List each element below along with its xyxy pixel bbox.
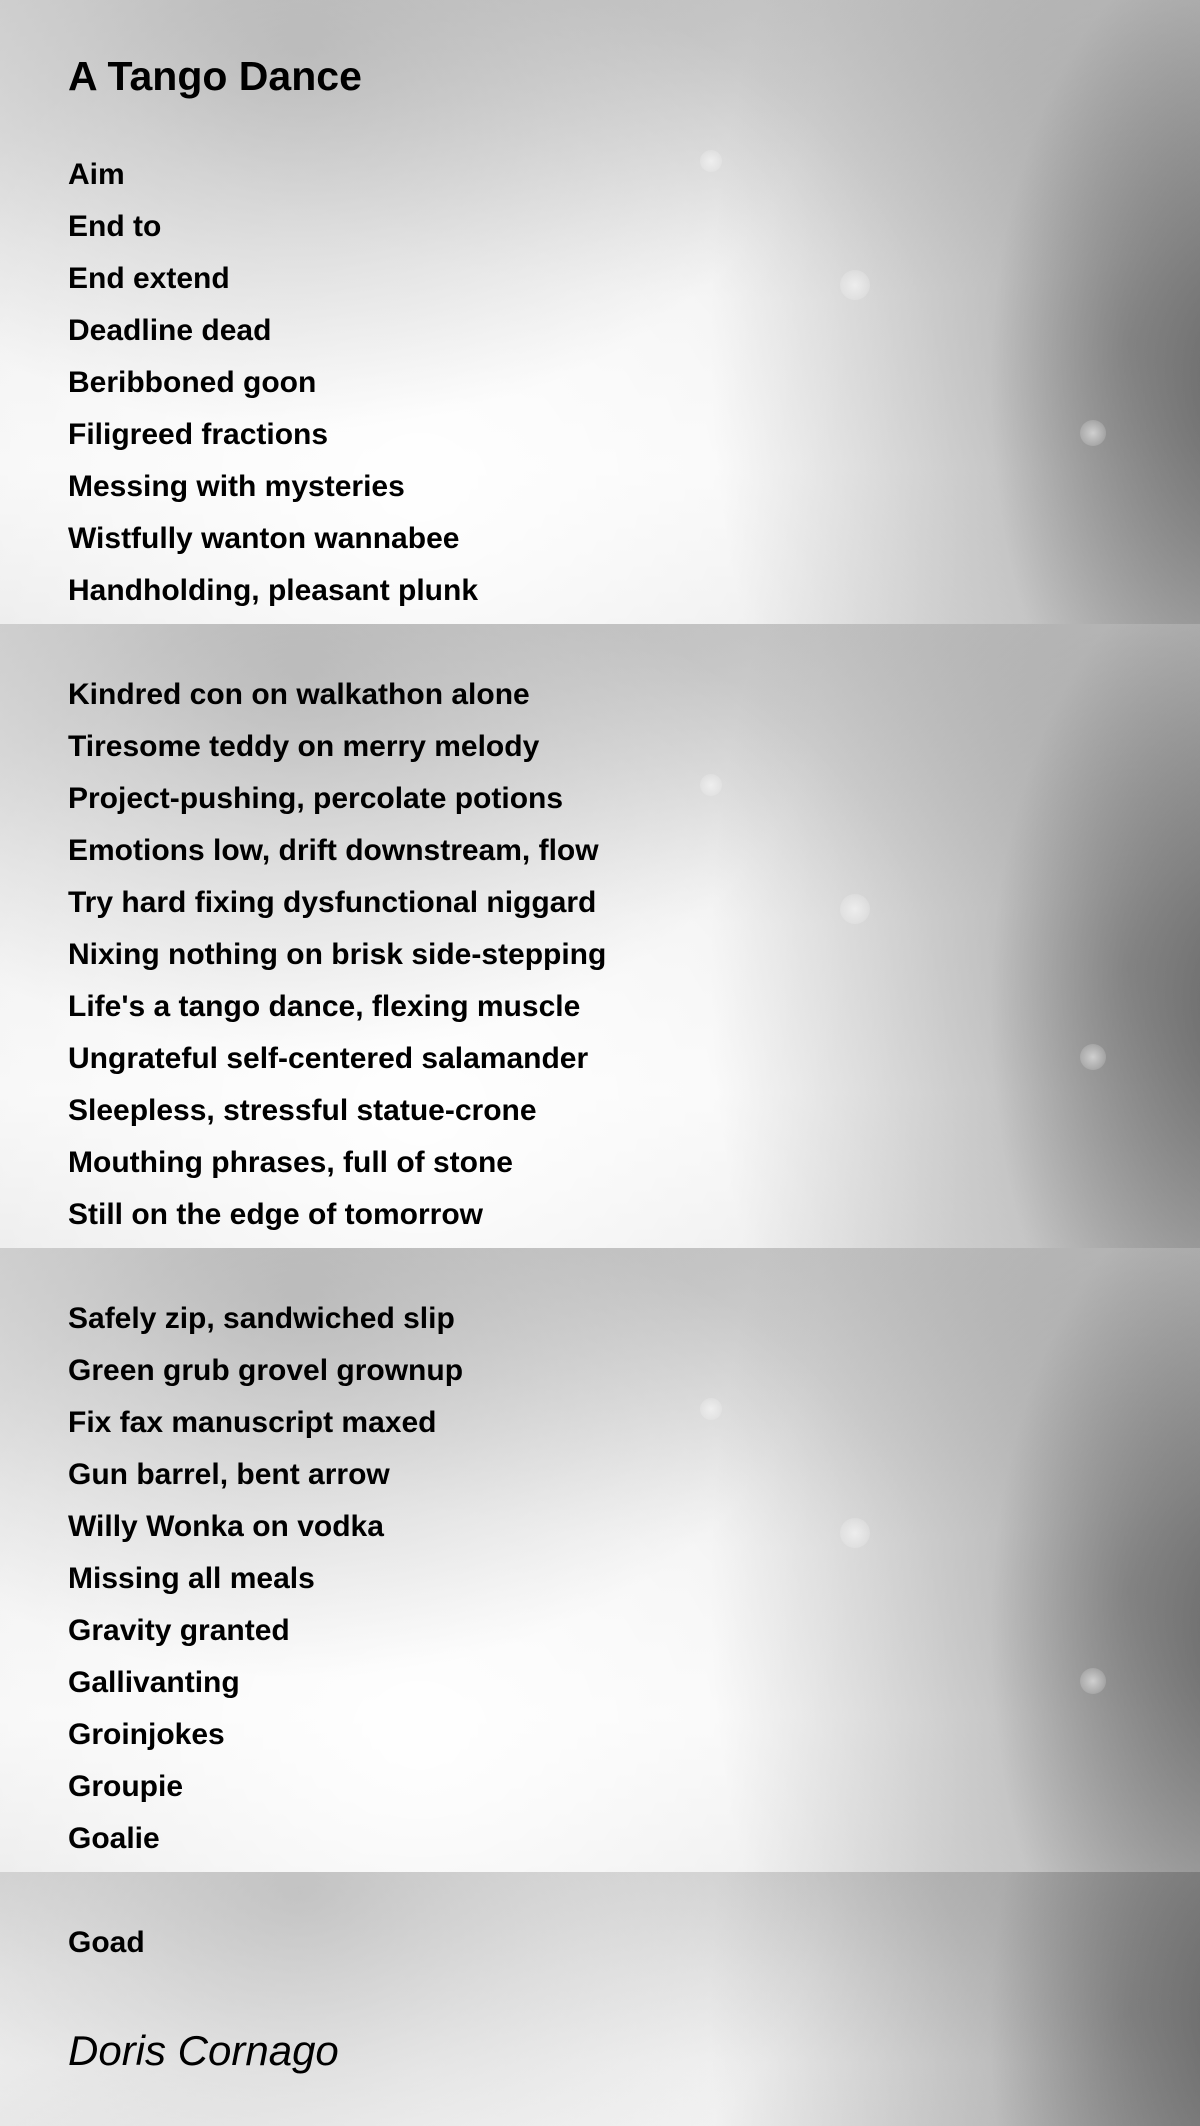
- poem-line: Gallivanting: [68, 1666, 240, 1699]
- background-panel-4: [0, 1872, 1200, 2126]
- poem-line: Missing all meals: [68, 1562, 315, 1595]
- poem-line: Green grub grovel grownup: [68, 1354, 464, 1387]
- poem-line: Goad: [68, 1926, 145, 1959]
- poem-line: Fix fax manuscript maxed: [68, 1406, 437, 1439]
- stanza-4: [68, 1917, 145, 1969]
- poem-line: Try hard fixing dysfunctional niggard: [68, 886, 597, 919]
- poem-line: End extend: [68, 262, 230, 295]
- poem-line: Mouthing phrases, full of stone: [68, 1146, 513, 1179]
- poem-line: Still on the edge of tomorrow: [68, 1198, 483, 1231]
- author-name: Doris Cornago: [68, 2027, 339, 2074]
- bokeh-light: [840, 894, 870, 924]
- poem-line: Beribboned goon: [68, 366, 317, 399]
- poem-line: Sleepless, stressful statue-crone: [68, 1094, 537, 1127]
- poem-line: Gun barrel, bent arrow: [68, 1458, 390, 1491]
- bokeh-light: [700, 774, 722, 796]
- stanza-2: [68, 669, 606, 1241]
- poem-line: Safely zip, sandwiched slip: [68, 1302, 455, 1335]
- stanza-3: [68, 1293, 463, 1865]
- bokeh-light: [840, 270, 870, 300]
- poem-line: Gravity granted: [68, 1614, 290, 1647]
- bokeh-light: [840, 1518, 870, 1548]
- poem-line: Aim: [68, 158, 125, 191]
- poem-line: Willy Wonka on vodka: [68, 1510, 384, 1543]
- poem-line: Groupie: [68, 1770, 184, 1803]
- poem-line: Kindred con on walkathon alone: [68, 678, 530, 711]
- stanza-1: [68, 149, 478, 617]
- bokeh-light: [1080, 1668, 1106, 1694]
- bokeh-light: [700, 150, 722, 172]
- poem-line: Emotions low, drift downstream, flow: [68, 834, 599, 867]
- poem-line: Handholding, pleasant plunk: [68, 574, 479, 607]
- poem-line: Filigreed fractions: [68, 418, 329, 451]
- poem-line: Deadline dead: [68, 314, 272, 347]
- poem-line: Messing with mysteries: [68, 470, 405, 503]
- poem-line: Life's a tango dance, flexing muscle: [68, 990, 581, 1023]
- poem-line: Groinjokes: [68, 1718, 225, 1751]
- bokeh-light: [700, 1398, 722, 1420]
- poem-line: End to: [68, 210, 162, 243]
- poem-title: A Tango Dance: [68, 53, 362, 99]
- bokeh-light: [1080, 420, 1106, 446]
- poem-line: Ungrateful self-centered salamander: [68, 1042, 589, 1075]
- poem-line: Wistfully wanton wannabee: [68, 522, 460, 555]
- poem-line: Goalie: [68, 1822, 160, 1855]
- poem-line: Nixing nothing on brisk side-stepping: [68, 938, 607, 971]
- bokeh-light: [1080, 1044, 1106, 1070]
- poem-line: Tiresome teddy on merry melody: [68, 730, 540, 763]
- poem-line: Project-pushing, percolate potions: [68, 782, 564, 815]
